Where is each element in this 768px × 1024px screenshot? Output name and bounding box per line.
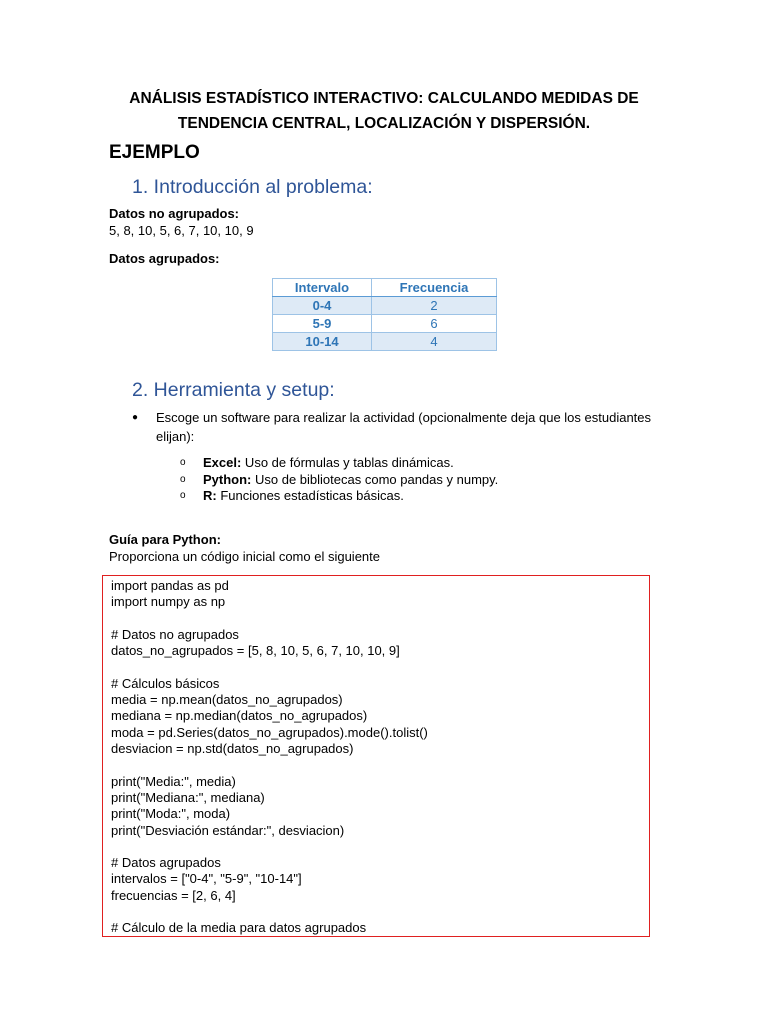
code-line: import pandas as pd (111, 578, 229, 593)
example-heading: EJEMPLO (109, 142, 200, 163)
sub-item-label: R: (203, 488, 217, 503)
code-line: import numpy as np (111, 594, 226, 610)
circle-bullet-icon: o (180, 457, 186, 468)
code-line: # Datos agrupados (111, 855, 221, 871)
table-header-interval: Intervalo (273, 279, 372, 297)
bullet-text: Escoge un software para realizar la actividad (opcionalmente deja que los estudiantes elijan): (156, 410, 652, 444)
code-line: print("Moda:", moda) (111, 806, 231, 822)
code-line: desviacion = np.std(datos_no_agrupados) (111, 741, 354, 756)
table-cell-interval: 10-14 (273, 333, 372, 351)
sub-item-text: Uso de bibliotecas como pandas y numpy. (251, 472, 499, 487)
ungrouped-label: Datos no agrupados: (109, 206, 240, 221)
table-row (273, 315, 497, 333)
document-title (100, 86, 668, 136)
ungrouped-values: 5, 8, 10, 5, 6, 7, 10, 10, 9 (109, 223, 254, 238)
table-row (273, 333, 497, 351)
code-line: print("Mediana:", mediana) (111, 789, 265, 805)
code-line: # Datos no agrupados (111, 626, 239, 642)
sub-item-python (203, 472, 498, 487)
circle-bullet-icon: o (180, 474, 186, 485)
sub-item-r (203, 488, 404, 503)
circle-bullet-icon: o (180, 490, 186, 501)
code-line: moda = pd.Series(datos_no_agrupados).mode().tolist() (111, 724, 428, 740)
table-header-row (273, 279, 497, 297)
grouped-label: Datos agrupados: (109, 251, 220, 266)
code-block (102, 575, 650, 937)
code-line: print("Media:", media) (111, 773, 236, 789)
sub-item-text: Funciones estadísticas básicas. (216, 488, 404, 503)
code-line: # Cálculos básicos (111, 675, 220, 691)
table-cell-frequency: 4 (372, 333, 497, 351)
code-line: datos_no_agrupados = [5, 8, 10, 5, 6, 7, 10, 10, 9] (111, 643, 400, 659)
table-header-frequency: Frecuencia (372, 279, 497, 297)
sub-item-text: Uso de fórmulas y tablas dinámicas. (241, 455, 454, 470)
section-2-heading: 2. Herramienta y setup: (132, 379, 335, 401)
table-cell-frequency: 2 (372, 297, 497, 315)
table-cell-frequency: 6 (372, 315, 497, 333)
bullet-dot-icon: ● (132, 412, 139, 423)
sub-item-label: Excel: (203, 455, 242, 470)
code-line: mediana = np.median(datos_no_agrupados) (111, 708, 368, 724)
code-line: print("Desviación estándar:", desviacion) (111, 822, 345, 838)
python-guide-label: Guía para Python: (109, 532, 221, 547)
code-line: intervalos = ["0-4", "5-9", "10-14"] (111, 871, 302, 887)
table-cell-interval: 5-9 (273, 315, 372, 333)
code-line: frecuencias = [2, 6, 4] (111, 887, 236, 903)
title-line-1: ANÁLISIS ESTADÍSTICO INTERACTIVO: CALCULANDO MEDIDAS DE (129, 90, 639, 107)
code-line: # Cálculo de la media para datos agrupados (111, 920, 367, 936)
python-guide-text: Proporciona un código inicial como el siguiente (109, 549, 380, 564)
table-row (273, 297, 497, 315)
frequency-table (272, 278, 497, 351)
section-1-heading: 1. Introducción al problema: (132, 176, 373, 198)
sub-item-excel (203, 455, 454, 470)
code-line: media = np.mean(datos_no_agrupados) (111, 692, 343, 708)
table-cell-interval: 0-4 (273, 297, 372, 315)
sub-item-label: Python: (203, 472, 252, 487)
title-line-2: TENDENCIA CENTRAL, LOCALIZACIÓN Y DISPERSIÓN. (177, 115, 591, 132)
